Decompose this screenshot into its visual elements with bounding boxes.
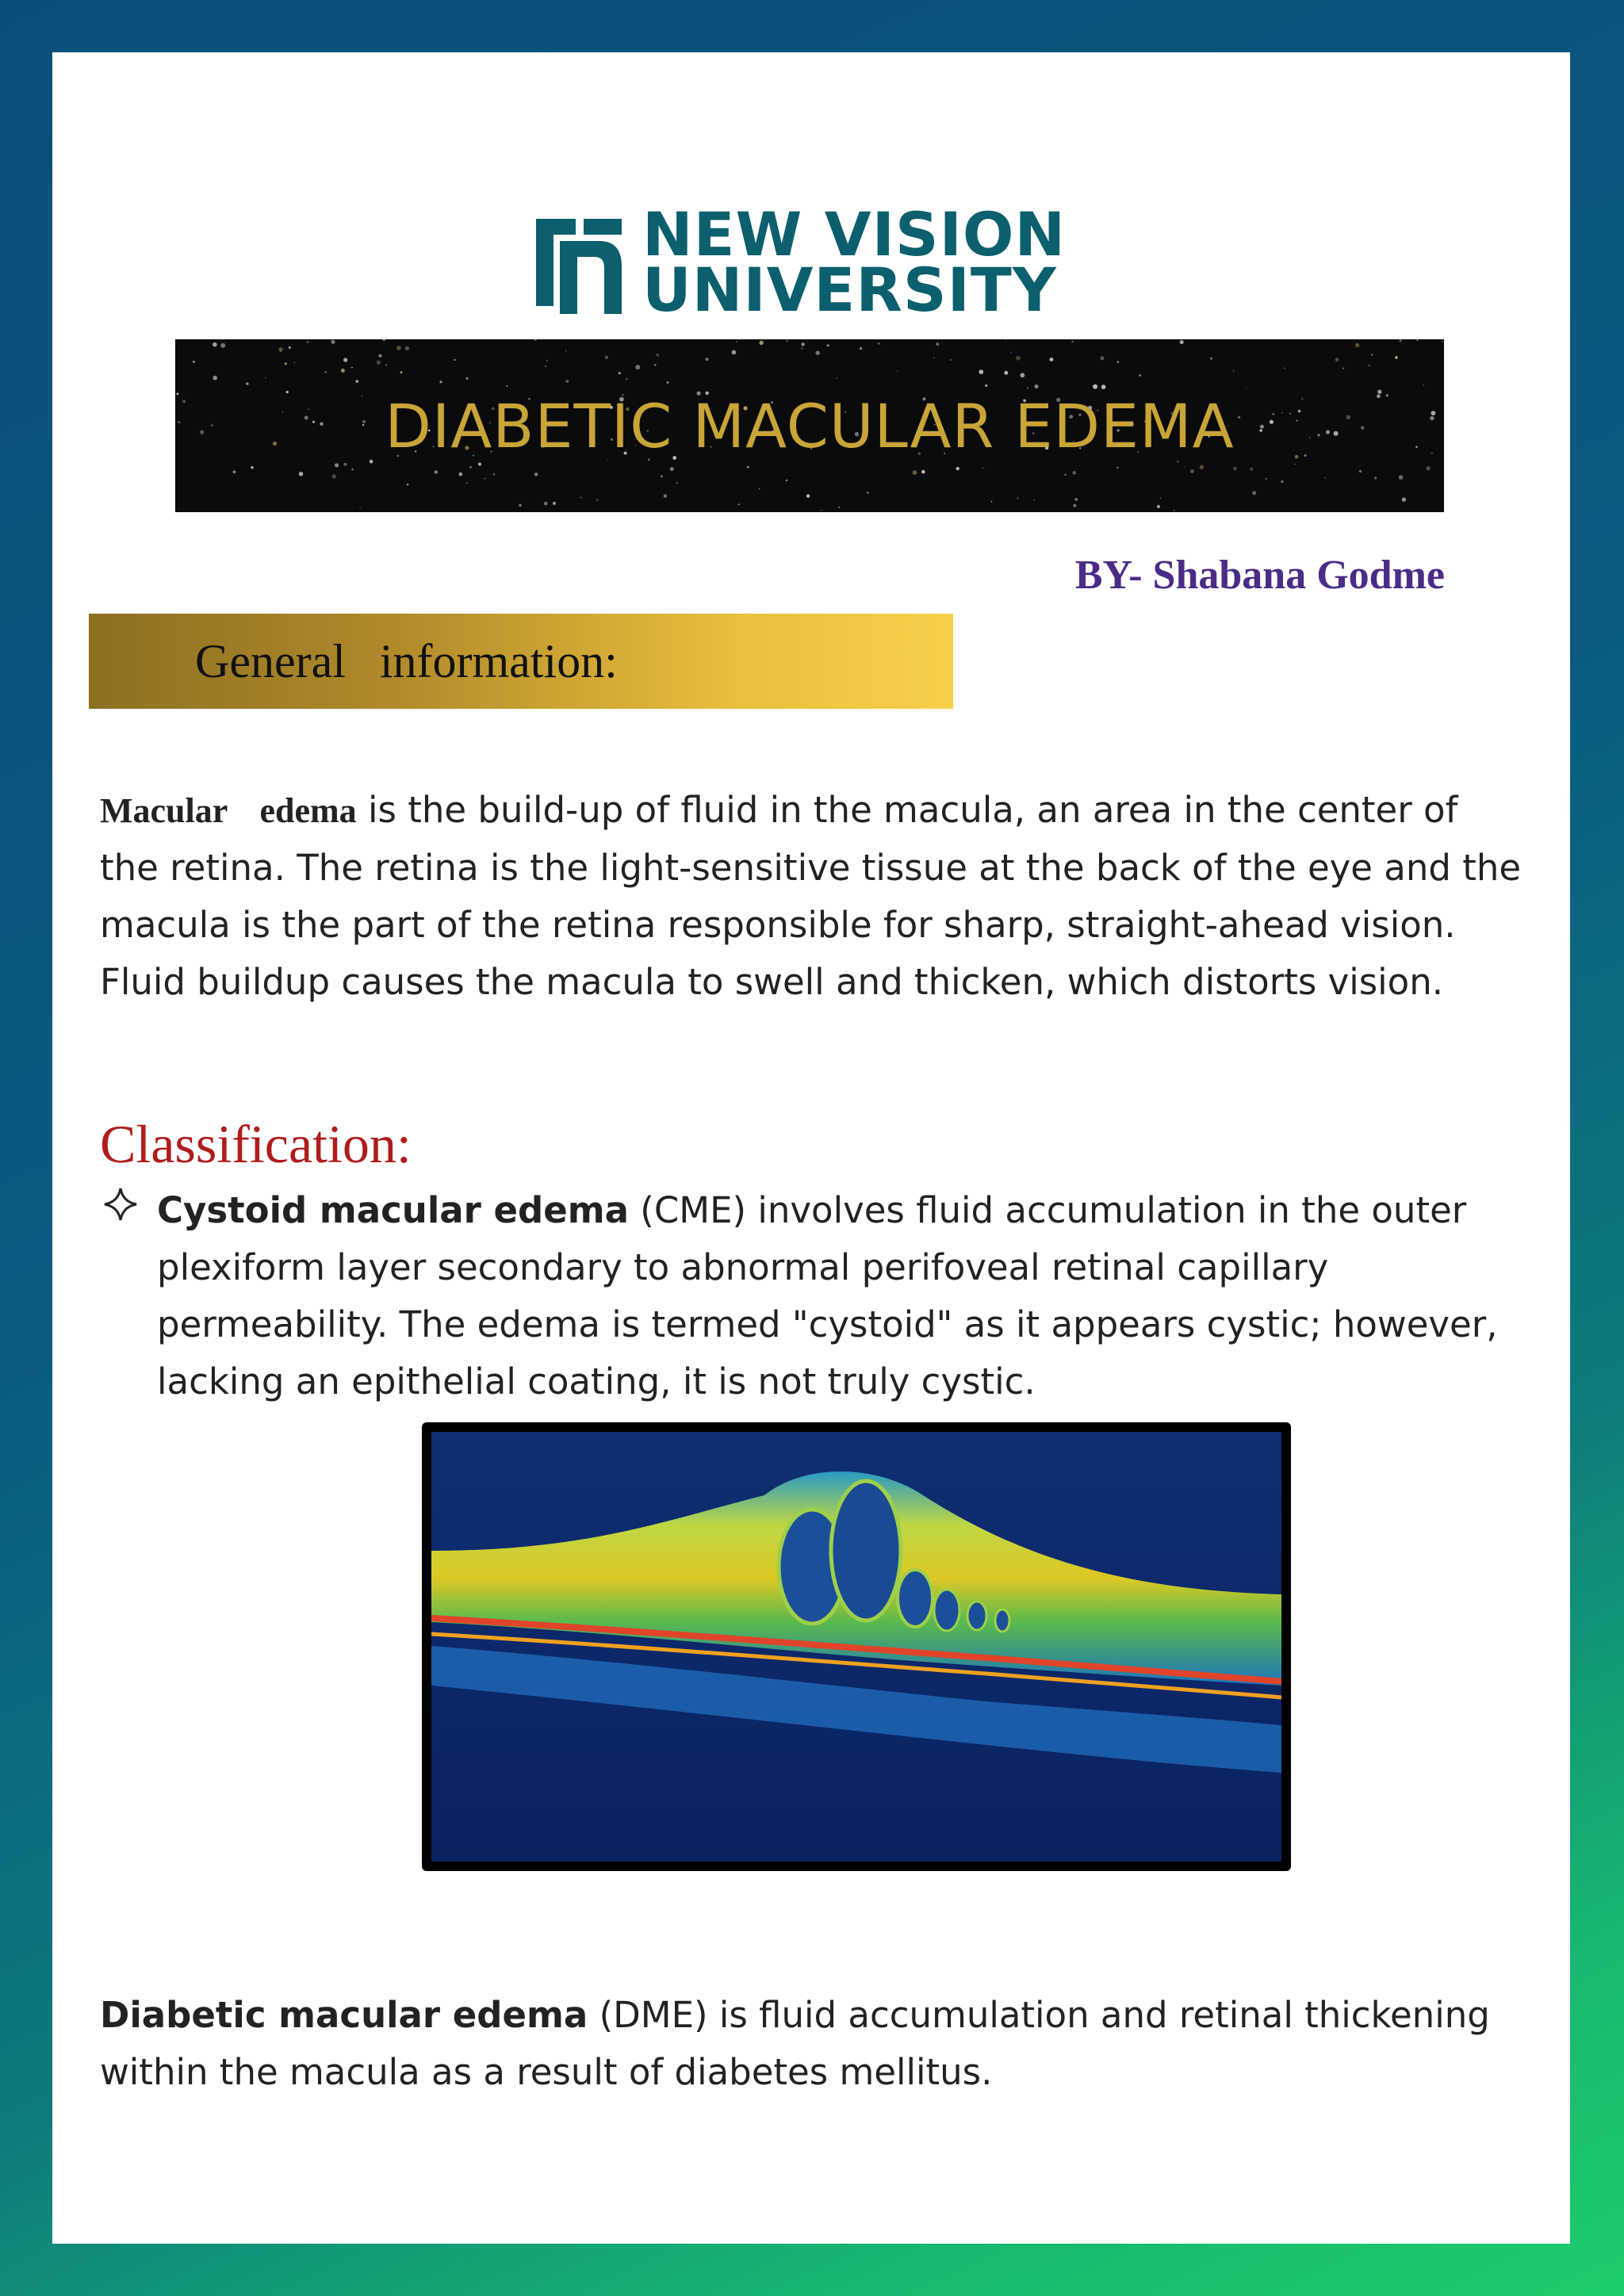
banner-title: DIABETIC MACULAR EDEMA bbox=[385, 390, 1235, 461]
classification-item-cme bbox=[100, 1182, 1527, 1410]
university-name bbox=[642, 199, 1067, 325]
cme-term: Cystoid macular edema bbox=[157, 1189, 629, 1231]
dme-term: Diabetic macular edema bbox=[100, 1994, 588, 2036]
section-heading: General information: bbox=[195, 634, 618, 687]
dme-paragraph bbox=[100, 1987, 1527, 2101]
university-logo-icon bbox=[528, 203, 631, 322]
page-sheet bbox=[52, 52, 1570, 2244]
university-logo bbox=[528, 199, 1147, 325]
intro-lead-term: Macular edema bbox=[100, 791, 357, 830]
author-byline: BY- Shabana Godme bbox=[1074, 553, 1445, 598]
cme-text: (CME) involves fluid accumulation in the outer plexiform layer secondary to abnormal perifoveal retinal capillary permeability. The edema is termed "cystoid" as it appears cystic; however, lacking an epithelial coating, it is not truly cystic. bbox=[157, 1189, 1498, 1402]
intro-paragraph bbox=[100, 782, 1527, 1011]
section-heading-bar bbox=[89, 614, 953, 709]
oct-scan-image bbox=[422, 1422, 1291, 1871]
university-name-line2: UNIVERSITY bbox=[642, 254, 1057, 325]
cme-description bbox=[157, 1182, 1527, 1410]
intro-text: is the build-up of fluid in the macula, an area in the center of the retina. The retina is the light-sensitive tissue at the back of the eye and the macula is the part of the retina responsible for sharp, straight-ahead vision. Fluid buildup causes the macula to swell and thicken, which distorts vision. bbox=[100, 789, 1522, 1003]
dme-text: (DME) is fluid accumulation and retinal thickening within the macula as a result of diabetes mellitus. bbox=[100, 1994, 1490, 2093]
university-name-line1: NEW VISION bbox=[642, 199, 1067, 270]
classification-heading: Classification: bbox=[100, 1114, 412, 1174]
oct-scan-illustration bbox=[431, 1432, 1281, 1862]
title-banner bbox=[175, 339, 1444, 512]
four-point-star-icon bbox=[103, 1187, 138, 1222]
